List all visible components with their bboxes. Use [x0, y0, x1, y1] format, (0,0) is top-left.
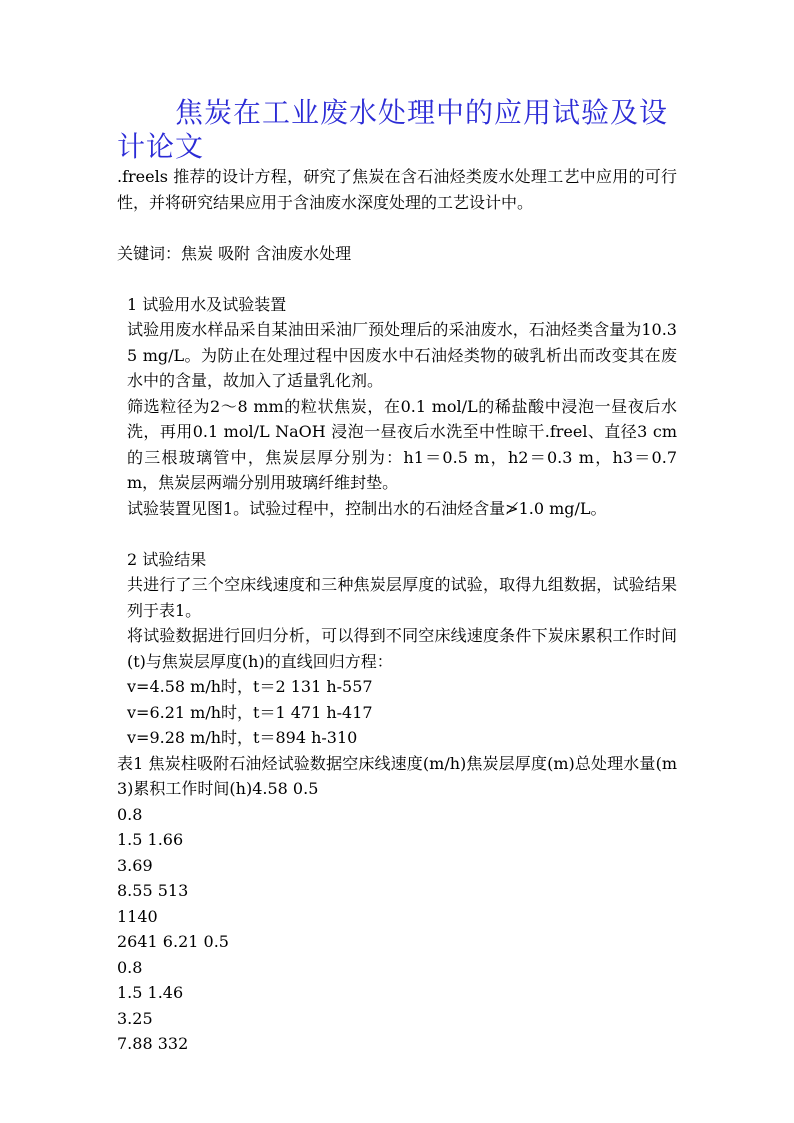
table-row: 2641 6.21 0.5: [117, 932, 229, 951]
section-1-paragraph-1: 试验用废水样品采自某油田采油厂预处理后的采油废水，石油烃类含量为10.35 mg/L。为防止在处理过程中因废水中石油烃类物的破乳析出而改变其在废水中的含量，故加入了适量乳化剂。: [127, 320, 677, 390]
table-row: 0.8: [117, 804, 143, 824]
regression-equation-3: v=9.28 m/h时，t＝894 h-310: [127, 728, 358, 747]
table-row: 3.69: [117, 855, 153, 875]
section-1-heading: 1 试验用水及试验装置: [127, 294, 287, 314]
section-2-paragraph-1: 共进行了三个空床线速度和三种焦炭层厚度的试验，取得九组数据，试验结果列于表1。: [127, 575, 677, 620]
spacer: [117, 266, 677, 292]
table-row: 1140: [117, 906, 158, 926]
section-1-paragraph-3: 试验装置见图1。试验过程中，控制出水的石油烃含量≯1.0 mg/L。: [127, 498, 607, 518]
spacer: [117, 215, 677, 241]
keywords: 关键词：焦炭 吸附 含油废水处理: [117, 243, 352, 263]
regression-equation-1: v=4.58 m/h时，t＝2 131 h-557: [127, 677, 373, 696]
regression-equation-2: v=6.21 m/h时，t＝1 471 h-417: [127, 702, 373, 722]
abstract: .freels 推荐的设计方程，研究了焦炭在含石油烃类废水处理工艺中应用的可行性，并将研究结果应用于含油废水深度处理的工艺设计中。: [117, 167, 677, 212]
document-title: 焦炭在工业废水处理中的应用试验及设计论文: [117, 96, 669, 163]
section-2-paragraph-2: 将试验数据进行回归分析，可以得到不同空床线速度条件下炭床累积工作时间(t)与焦炭层厚度(h)的直线回归方程：: [127, 626, 677, 671]
spacer: [117, 521, 677, 547]
section-2-heading: 2 试验结果: [127, 549, 207, 569]
table-row: 1.5 1.46: [117, 983, 184, 1002]
table-1-caption: 表1 焦炭柱吸附石油烃试验数据空床线速度(m/h)焦炭层厚度(m)总处理水量(m3)累积工作时间(h)4.58 0.5: [117, 753, 677, 798]
section-1-paragraph-2: 筛选粒径为2～8 mm的粒状焦炭，在0.1 mol/L的稀盐酸中浸泡一昼夜后水洗，再用0.1 mol/L NaOH 浸泡一昼夜后水洗至中性晾干.freel、直径3 cm的三根玻璃管中，焦炭层厚分别为：h1＝0.5 m，h2＝0.3 m，h3＝0.7 m，焦炭层两端分别用玻璃纤维封垫。: [127, 396, 677, 492]
table-row: 7.88 332: [117, 1034, 189, 1053]
table-row: 3.25: [117, 1008, 153, 1028]
table-row: 1.5 1.66: [117, 830, 184, 849]
table-row: 8.55 513: [117, 881, 189, 900]
document-page: [117, 96, 677, 1057]
table-row: 0.8: [117, 957, 143, 977]
